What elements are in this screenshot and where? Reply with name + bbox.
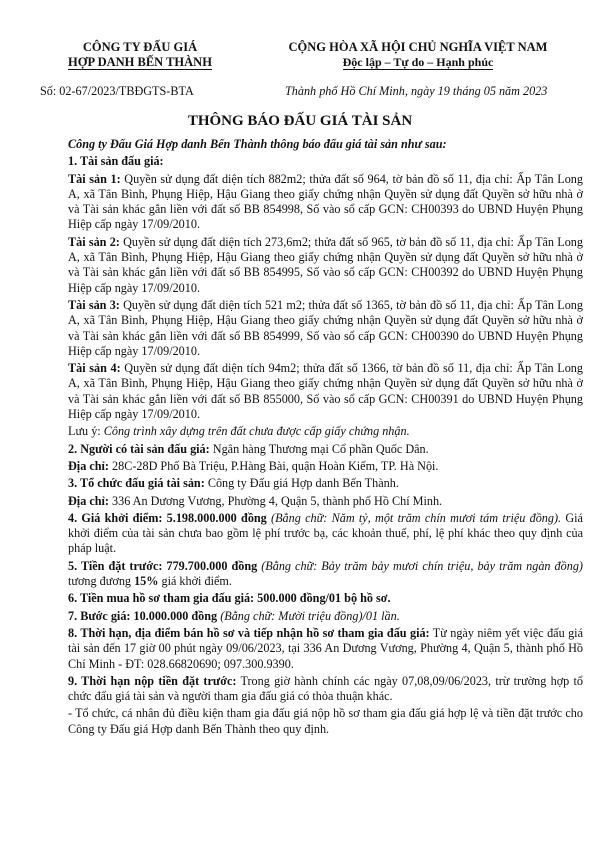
place-and-date: Thành phố Hồ Chí Minh, ngày 19 tháng 05 năm 2023 bbox=[285, 84, 548, 98]
section-1-label: 1. Tài sản đấu giá: bbox=[68, 154, 164, 169]
section-2-address bbox=[68, 459, 583, 474]
section-3-address bbox=[68, 494, 583, 509]
section-3-value: Công ty Đấu giá Hợp danh Bến Thành. bbox=[204, 476, 399, 491]
organization-name-line1: CÔNG TY ĐẤU GIÁ bbox=[82, 40, 198, 54]
section-7-words: (Bằng chữ: Mười triệu đồng)/01 lần. bbox=[217, 608, 400, 623]
section-5-rest2: giá khởi điểm. bbox=[158, 574, 232, 589]
asset-4-label: Tài sản 4: bbox=[68, 361, 121, 376]
section-5 bbox=[68, 559, 583, 590]
section-8-text: Từ ngày niêm yết việc đấu giá tài sản đến 17 giờ 00 phút ngày 09/06/2023, tại 336 An Dương Vương, Phường 4, Quận 5, thành phố Hồ Chí Minh - ĐT: 028.66820690; 097.300.9390. bbox=[68, 625, 583, 671]
section-7 bbox=[68, 609, 583, 624]
asset-4 bbox=[68, 361, 583, 422]
section-5-percent: 15% bbox=[134, 574, 159, 589]
section-5-rest1: tương đương bbox=[68, 574, 135, 589]
section-8-label: 8. Thời hạn, địa điểm bán hồ sơ và tiếp nhận hồ sơ tham gia đấu giá: bbox=[68, 625, 430, 640]
organization-name-line2: HỢP DANH BẾN THÀNH bbox=[68, 55, 212, 69]
section-9-extra: - Tổ chức, cá nhân đủ điều kiện tham gia đấu giá nộp hồ sơ tham gia đấu giá hợp lệ và tiền đặt trước cho Công ty Đấu giá Hợp danh Bến Thành theo quy định. bbox=[68, 706, 583, 736]
note bbox=[68, 424, 583, 439]
section-6 bbox=[68, 591, 583, 606]
national-title: CỘNG HÒA XÃ HỘI CHỦ NGHĨA VIỆT NAM bbox=[288, 40, 548, 54]
section-2-value: Ngân hàng Thương mại Cổ phần Quốc Dân. bbox=[209, 441, 429, 456]
section-3 bbox=[68, 476, 583, 491]
section-1-heading bbox=[68, 154, 583, 169]
section-7-label: 7. Bước giá: 10.000.000 đồng bbox=[68, 608, 218, 623]
section-4 bbox=[68, 511, 583, 557]
section-9-label: 9. Thời hạn nộp tiền đặt trước: bbox=[68, 673, 237, 688]
asset-3 bbox=[68, 298, 583, 359]
asset-1-text: Quyền sử dụng đất diện tích 882m2; thửa đất số 964, tờ bản đồ số 11, địa chỉ: Ấp Tân Long A, xã Tân Bình, Phụng Hiệp, Hậu Giang theo giấy chứng nhận Quyền sử dụng đất Quyền sở hữu nhà ở và Tài sản khác gắn liền với đất số BB 854998, Số vào sổ cấp GCN: CH00393 do UBND Huyện Phụng Hiệp cấp ngày 17/09/2010. bbox=[68, 171, 583, 232]
section-2-address-label: Địa chỉ: bbox=[68, 458, 109, 473]
asset-2-text: Quyền sử dụng đất diện tích 273,6m2; thửa đất số 965, tờ bản đồ số 11, địa chỉ: Ấp Tân Long A, xã Tân Bình, Phụng Hiệp, Hậu Giang theo giấy chứng nhận Quyền sử dụng đất Quyền sở hữu nhà ở và Tài sản khác gắn liền với đất số BB 854995, Số vào sổ cấp GCN: CH00392 do UBND Huyện Phụng Hiệp cấp ngày 17/09/2010. bbox=[68, 234, 583, 295]
document-title: THÔNG BÁO ĐẤU GIÁ TÀI SẢN bbox=[187, 113, 413, 129]
asset-2 bbox=[68, 235, 583, 296]
asset-3-text: Quyền sử dụng đất diện tích 521 m2; thửa đất số 1365, tờ bản đồ số 11, địa chỉ: Ấp Tân Long A, xã Tân Bình, Phụng Hiệp, Hậu Giang theo giấy chứng nhận Quyền sử dụng đất Quyền sở hữu nhà ở và Tài sản khác gắn liền với đất số BB 854999, Số vào sổ cấp GCN: CH00390 do UBND Huyện Phụng Hiệp cấp ngày 17/09/2010. bbox=[68, 297, 583, 358]
section-3-address-value: 336 An Dương Vương, Phường 4, Quận 5, thành phố Hồ Chí Minh. bbox=[108, 493, 443, 508]
section-3-address-label: Địa chỉ: bbox=[68, 493, 109, 508]
section-6-label: 6. Tiền mua hồ sơ tham gia đấu giá: 500.000 đồng/01 bộ hồ sơ. bbox=[68, 591, 391, 606]
section-4-label: 4. Giá khởi điểm: 5.198.000.000 đồng bbox=[68, 510, 267, 525]
national-motto: Độc lập – Tự do – Hạnh phúc bbox=[342, 55, 494, 69]
organization-header bbox=[40, 40, 240, 70]
section-9 bbox=[68, 674, 583, 705]
asset-2-label: Tài sản 2: bbox=[68, 234, 120, 249]
asset-1-label: Tài sản 1: bbox=[68, 171, 121, 186]
section-5-words: (Bằng chữ: Bảy trăm bảy mươi chín triệu, bảy trăm ngàn đồng) bbox=[257, 558, 583, 573]
note-label: Lưu ý: bbox=[68, 424, 101, 439]
document-body bbox=[68, 137, 583, 739]
intro-line: Công ty Đấu Giá Hợp danh Bến Thành thông báo đấu giá tài sản như sau: bbox=[68, 137, 447, 151]
section-4-words: (Bằng chữ: Năm tỷ, một trăm chín mươi tám triệu đồng). bbox=[266, 510, 562, 525]
asset-1 bbox=[68, 172, 583, 233]
document-number: Số: 02-67/2023/TBĐGTS-BTA bbox=[40, 84, 194, 98]
section-9-text: Trong giờ hành chính các ngày 07,08,09/06/2023, trừ trường hợp tổ chức đấu giá tài sản và người tham gia đấu giá có thỏa thuận khác. bbox=[68, 673, 583, 704]
asset-4-text: Quyền sử dụng đất diện tích 94m2; thửa đất số 1366, tờ bản đồ số 11, địa chỉ: Ấp Tân Long A, xã Tân Bình, Phụng Hiệp, Hậu Giang theo giấy chứng nhận Quyền sử dụng đất Quyền sở hữu nhà ở và Tài sản khác gắn liền với đất số BB 855000, Số vào sổ cấp GCN: CH00391 do UBND Huyện Phụng Hiệp cấp ngày 17/09/2010. bbox=[68, 361, 583, 422]
section-3-label: 3. Tổ chức đấu giá tài sản: bbox=[68, 476, 205, 491]
asset-3-label: Tài sản 3: bbox=[68, 297, 120, 312]
national-header bbox=[268, 40, 568, 70]
section-2 bbox=[68, 442, 583, 457]
section-2-label: 2. Người có tài sản đấu giá: bbox=[68, 441, 210, 456]
note-text: Công trình xây dựng trên đất chưa được cấp giấy chứng nhận. bbox=[100, 424, 410, 439]
section-4-rest: Giá khởi điểm của tài sản chưa bao gồm lệ phí trước bạ, các khoản thuế, phí, lệ phí khác theo quy định của pháp luật. bbox=[68, 510, 583, 556]
section-2-address-value: 28C-28D Phố Bà Triệu, P.Hàng Bài, quận Hoàn Kiếm, TP. Hà Nội. bbox=[108, 458, 439, 473]
section-5-label: 5. Tiền đặt trước: 779.700.000 đồng bbox=[68, 558, 258, 573]
section-8 bbox=[68, 626, 583, 672]
